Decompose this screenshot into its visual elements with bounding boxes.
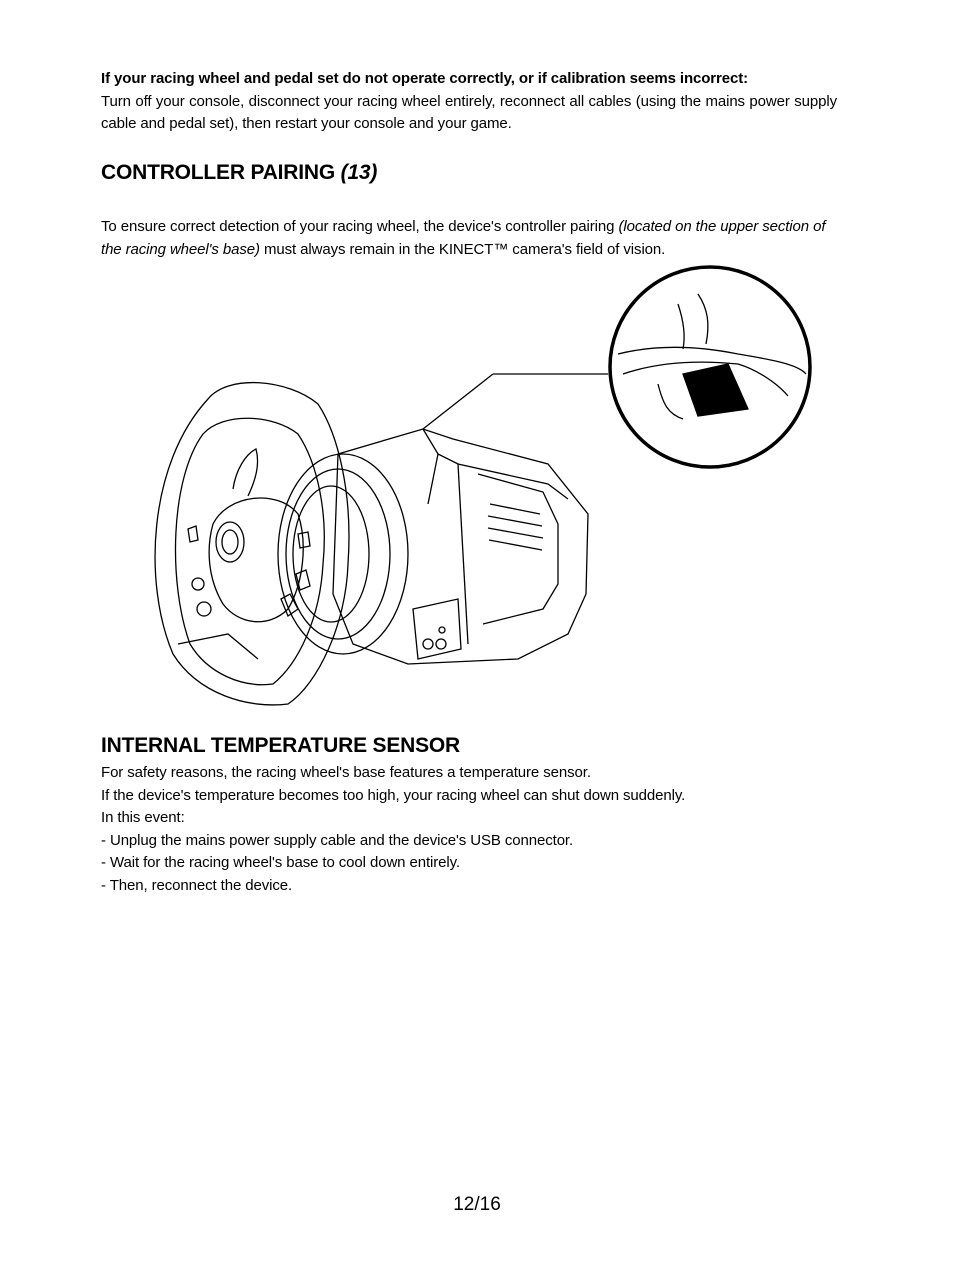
warning-heading: If your racing wheel and pedal set do not operate correctly, or if calibration seems incorrect: [101,70,749,87]
temperature-line: If the device's temperature becomes too high, your racing wheel can shut down suddenly. [101,786,686,804]
callout-line-diagonal [423,374,493,429]
steering-wheel-drawing [155,383,349,705]
temperature-text [101,762,685,897]
pairing-text-italic: (located on the upper section of the racing wheel's base) [101,218,826,258]
pairing-title-text: CONTROLLER PAIRING [101,161,336,184]
pairing-title-ref: (13) [340,161,378,184]
pairing-text-2: must always remain in the KINECT™ camera's field of vision. [259,240,666,258]
pairing-title [101,161,377,185]
temperature-line: - Wait for the racing wheel's base to cool down entirely. [101,854,461,871]
temperature-line: - Unplug the mains power supply cable and the device's USB connector. [101,831,574,849]
page-number: 12/16 [453,1194,501,1215]
pairing-text [101,216,837,261]
racing-wheel-illustration [138,264,818,714]
temperature-line: In this event: [101,809,185,826]
pairing-text-1: To ensure correct detection of your racing wheel, the device's controller pairing [101,218,619,235]
temperature-line: For safety reasons, the racing wheel's base features a temperature sensor. [101,764,591,781]
warning-body: Turn off your console, disconnect your racing wheel entirely, reconnect all cables (using the mains power supply cable and pedal set), then restart your console and your game. [101,92,837,132]
controller-pairing-zoom-circle [610,267,810,467]
temperature-line: - Then, reconnect the device. [101,876,293,894]
temperature-title: INTERNAL TEMPERATURE SENSOR [101,734,461,757]
warning-section [101,68,837,136]
pairing-button-icon [683,364,748,416]
